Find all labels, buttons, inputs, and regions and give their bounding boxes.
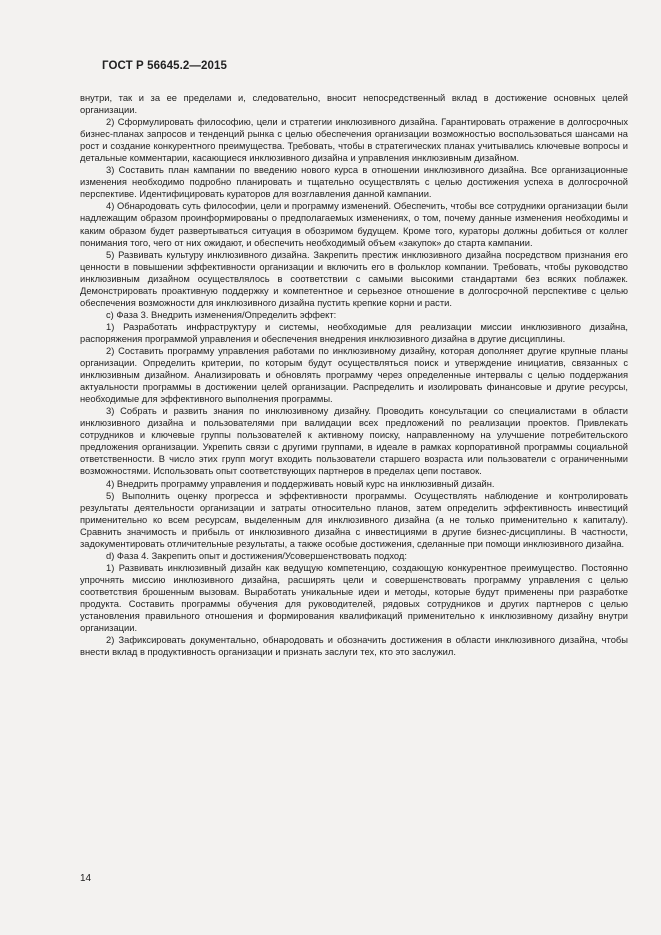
paragraph-item-4: 4) Обнародовать суть философии, цели и программу изменений. Обеспечить, чтобы все сотрудники организации были надлежащим образом проинформированы о предполагаемых изменениях, о том, почему данные изменения необходимы и каким образом будет развертываться ситуация в обозримом будущем. Кроме того, кураторы должны добиться от коллег понимания того, чего от них ожидают, и обеспечить необходимый объем «закупок» до старта кампании. bbox=[80, 201, 628, 248]
phase-4-heading: d) Фаза 4. Закрепить опыт и достижения/Усовершенствовать подход: bbox=[106, 550, 407, 561]
page-number: 14 bbox=[80, 873, 92, 884]
document-body bbox=[80, 92, 628, 658]
phase-3-item-4: 4) Внедрить программу управления и поддерживать новый курс на инклюзивный дизайн. bbox=[106, 478, 495, 489]
paragraph-item-2: 2) Сформулировать философию, цели и стратегии инклюзивного дизайна. Гарантировать отражение в долгосрочных бизнес-планах запросов и тенденций рынка с целью обеспечения организации возможностью воспользоваться шансами на рост и создание конкурентного преимущества. Требовать, чтобы в стратегических планах учитывались ключевые вопросы и детальные комментарии, касающиеся инклюзивного дизайна и управления инклюзивным дизайном. bbox=[80, 117, 628, 164]
phase-3-item-5: 5) Выполнить оценку прогресса и эффективности программы. Осуществлять наблюдение и контролировать результаты деятельности организации и затраты относительно планов, затем определить эффективность инвестиций применительно ко всем ресурсам, выделенным для инклюзивного дизайна (а не только применительно к капиталу). Сравнить значимость и прибыль от инклюзивного дизайна с инвестициями в другие бизнес-дисциплины. В частности, задокументировать отличительные результаты, а также особые достижения, сделанные при помощи инклюзивного дизайна. bbox=[80, 490, 628, 549]
document-header: ГОСТ Р 56645.2—2015 bbox=[102, 60, 227, 72]
phase-3-heading: c) Фаза 3. Внедрить изменения/Определить эффект: bbox=[106, 309, 337, 320]
phase-4-item-1: 1) Развивать инклюзивный дизайн как ведущую компетенцию, создающую конкурентное преимущество. Постоянно упрочнять миссию инклюзивного дизайна, расширять цели и совершенствовать программу управления с целью соответствия брошенным вызовам. Выработать уникальные идеи и методы, которые будут применены при разработке продукта. Составить программы обучения для руководителей, рядовых сотрудников и других партнеров с целью установления правильного отношения и формирования квалификаций применительно к инклюзивному дизайну внутри организации. bbox=[80, 562, 628, 634]
paragraph-item-5: 5) Развивать культуру инклюзивного дизайна. Закрепить престиж инклюзивного дизайна посредством признания его ценности в повышении эффективности организации и включить его в фольклор компании. Требовать, чтобы руководство инклюзивным дизайном осуществлялось в соответствии с самыми высокими стандартами без всяких поблажек. Демонстрировать проактивную поддержку и компетентное и серьезное отношение в долгосрочной перспективе с целью обеспечения возможности для инклюзивного дизайна пустить крепкие корни и расти. bbox=[80, 249, 628, 308]
phase-3-item-3: 3) Собрать и развить знания по инклюзивному дизайну. Проводить консультации со специалистами в области инклюзивного дизайна и пользователями при валидации всех предложений по реализации проектов. Привлекать сотрудников и ключевые группы пользователей к активному поиску, направленному на улучшение потребительского предложения организации. Укрепить связи с другими группами, в идеале в рамках корпоративной программы социальной ответственности. В число этих групп могут входить пользователи старшего возраста или пользователи с ограниченными возможностями. Использовать опыт соответствующих партнеров в пределах цепи поставок. bbox=[80, 406, 628, 477]
phase-3-item-1: 1) Разработать инфраструктуру и системы, необходимые для реализации миссии инклюзивного дизайна, распоряжения программой управления и обеспечения внедрения инклюзивного дизайна в другие дисциплины. bbox=[80, 321, 628, 344]
phase-3-item-2: 2) Составить программу управления работами по инклюзивному дизайну, которая дополняет другие крупные планы организации. Определить критерии, по которым будут осуществляться поиск и утверждение инициатив, связанных с инклюзивным дизайном. Анализировать и обновлять программу через определенные интервалы с целью поддержания актуальности программы в достижении целей организации. Распределить и изолировать финансовые и другие ресурсы, необходимые для эффективного выполнения программы. bbox=[80, 345, 628, 405]
paragraph-item-3: 3) Составить план кампании по введению нового курса в отношении инклюзивного дизайна. Все организационные изменения необходимо подробно планировать и тщательно осуществлять с целью достижения успеха в долгосрочной перспективе. Идентифицировать кураторов для возглавления данной кампании. bbox=[80, 165, 628, 200]
paragraph-continuation: внутри, так и за ее пределами и, следовательно, вносит непосредственный вклад в достижение основных целей организации. bbox=[80, 93, 628, 116]
phase-4-item-2: 2) Зафиксировать документально, обнародовать и обозначить достижения в области инклюзивного дизайна, чтобы внести вклад в продуктивность организации и признать заслуги тех, кто это заслужил. bbox=[80, 635, 628, 658]
